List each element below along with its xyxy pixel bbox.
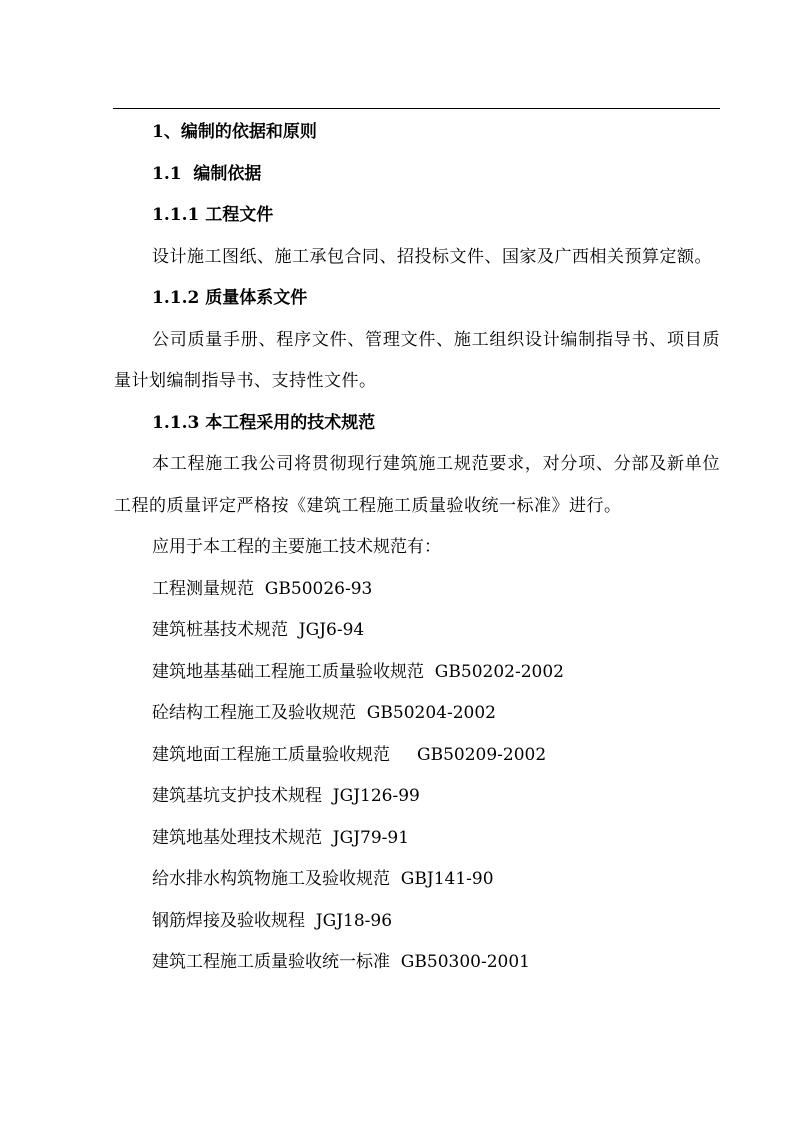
paragraph-quality-system-documents: 公司质量手册、程序文件、管理文件、施工组织设计编制指导书、项目质量计划编制指导书、支持性文件。	[114, 329, 720, 391]
spec-item: 工程测量规范 GB50026-93	[152, 578, 373, 599]
heading-1: 1、编制的依据和原则	[152, 122, 317, 142]
header-rule	[113, 108, 720, 109]
spec-item: 给水排水构筑物施工及验收规范 GBJ141-90	[152, 869, 494, 889]
document-body	[114, 112, 720, 984]
spec-item: 建筑工程施工质量验收统一标准 GB50300-2001	[152, 952, 530, 972]
spec-list-intro: 应用于本工程的主要施工技术规范有：	[152, 537, 441, 557]
paragraph-technical-specifications: 本工程施工我公司将贯彻现行建筑施工规范要求，对分项、分部及新单位工程的质量评定严格按《建筑工程施工质量验收统一标准》进行。	[114, 454, 720, 516]
heading-1-1-3: 1.1.3 本工程采用的技术规范	[152, 412, 376, 433]
heading-1-1: 1.1 编制依据	[152, 163, 262, 184]
spec-item: 建筑桩基技术规范 JGJ6-94	[152, 620, 365, 640]
paragraph-project-documents: 设计施工图纸、施工承包合同、招投标文件、国家及广西相关预算定额。	[152, 246, 712, 267]
heading-1-1-1: 1.1.1 工程文件	[152, 205, 274, 225]
spec-item: 砼结构工程施工及验收规范 GB50204-2002	[152, 703, 496, 723]
spec-item: 建筑地基基础工程施工质量验收规范 GB50202-2002	[152, 661, 564, 682]
spec-item: 建筑地面工程施工质量验收规范 GB50209-2002	[152, 744, 547, 765]
spec-item: 建筑基坑支护技术规程 JGJ126-99	[152, 786, 420, 806]
spec-item: 钢筋焊接及验收规程 JGJ18-96	[152, 910, 393, 931]
heading-1-1-2: 1.1.2 质量体系文件	[152, 288, 308, 308]
spec-item: 建筑地基处理技术规范 JGJ79-91	[152, 827, 410, 848]
